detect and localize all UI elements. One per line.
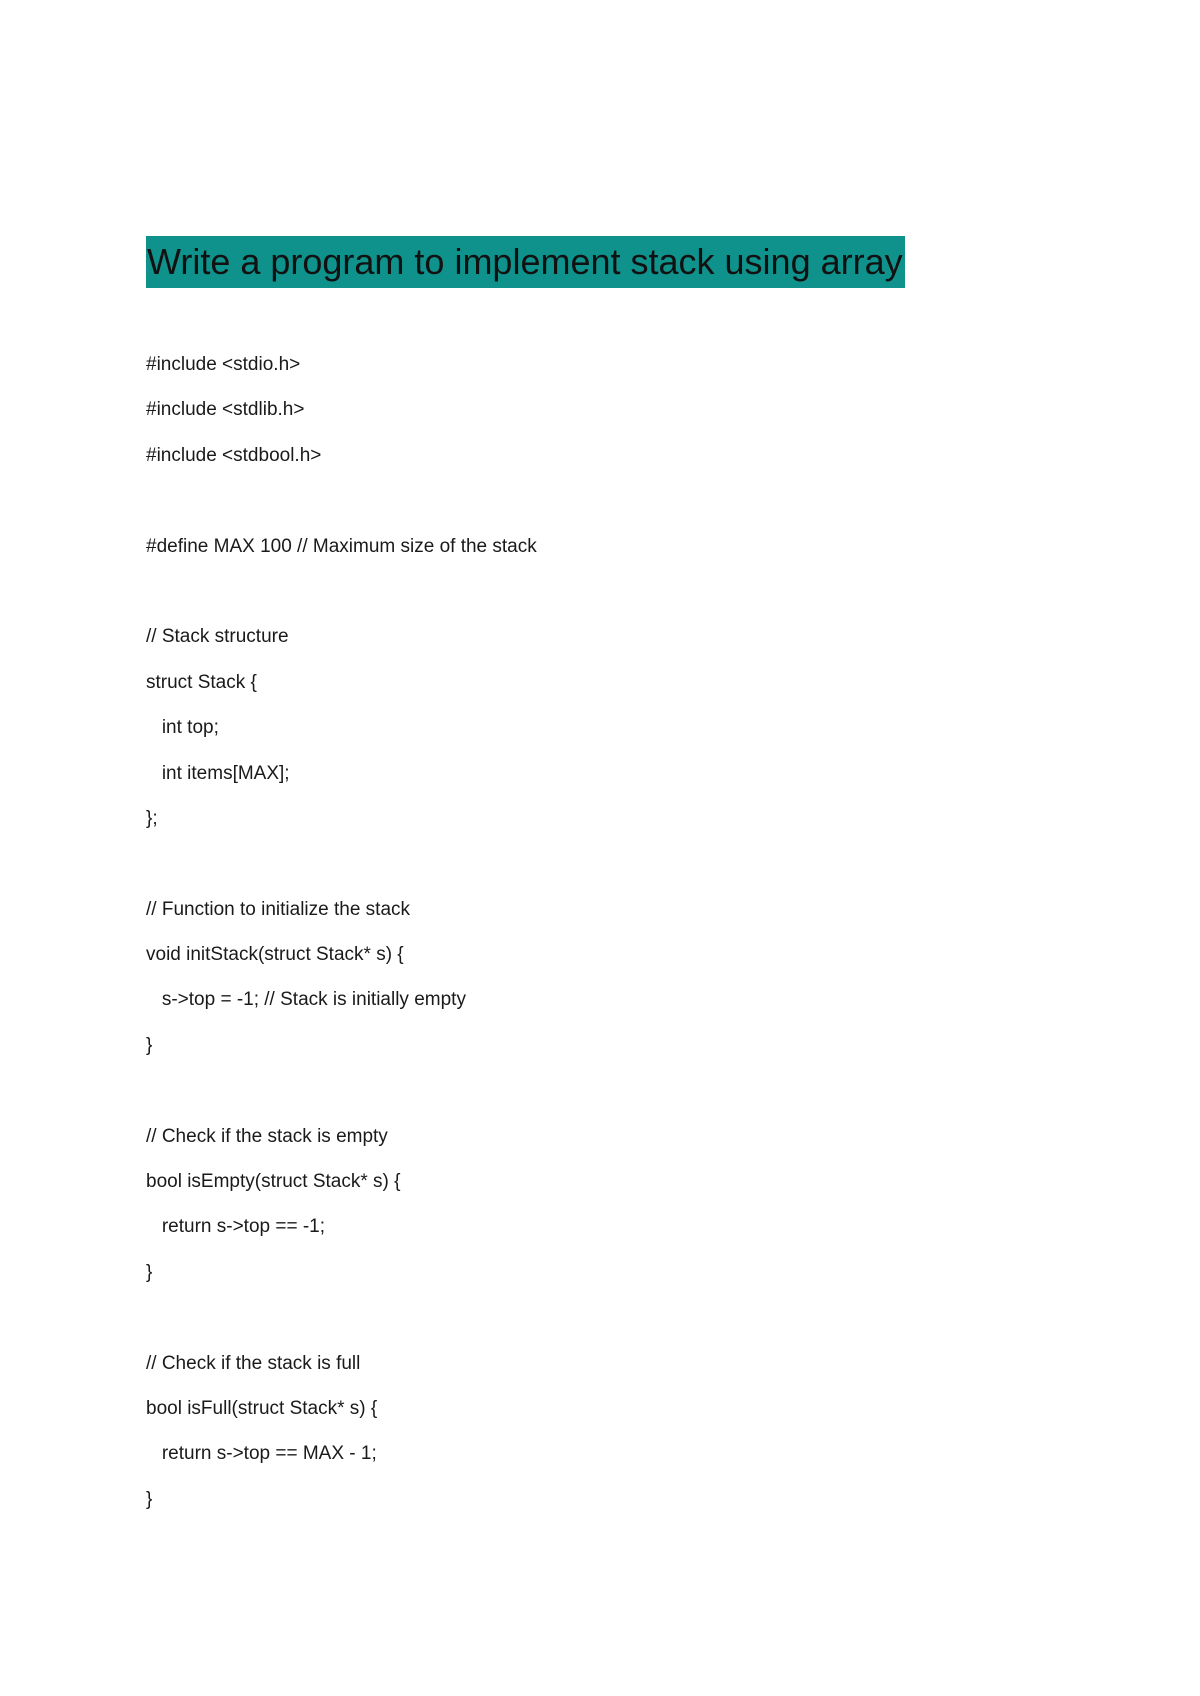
code-line: #define MAX 100 // Maximum size of the stack bbox=[146, 535, 537, 557]
blank-line bbox=[146, 488, 1146, 533]
code-comment: // Check if the stack is full bbox=[146, 1352, 361, 1374]
code-block bbox=[146, 352, 1146, 1532]
page-title: Write a program to implement stack using array bbox=[146, 236, 905, 288]
code-line: #include <stdbool.h> bbox=[146, 444, 322, 466]
code-line: #include <stdlib.h> bbox=[146, 399, 305, 421]
code-line: int items[MAX]; bbox=[146, 762, 290, 784]
code-line: return s->top == -1; bbox=[146, 1216, 326, 1238]
code-line: void initStack(struct Stack* s) { bbox=[146, 944, 404, 966]
code-line: }; bbox=[146, 807, 158, 829]
code-comment: // Check if the stack is empty bbox=[146, 1125, 388, 1147]
code-comment: // Function to initialize the stack bbox=[146, 898, 411, 920]
code-line: } bbox=[146, 1034, 153, 1056]
blank-line bbox=[146, 1078, 1146, 1123]
code-line: #include <stdio.h> bbox=[146, 354, 301, 375]
code-line: } bbox=[146, 1261, 153, 1283]
code-line: bool isEmpty(struct Stack* s) { bbox=[146, 1171, 401, 1193]
code-line: struct Stack { bbox=[146, 671, 257, 693]
blank-line bbox=[146, 1305, 1146, 1350]
code-line: s->top = -1; // Stack is initially empty bbox=[146, 989, 466, 1011]
blank-line bbox=[146, 579, 1146, 624]
code-line: int top; bbox=[146, 717, 219, 739]
code-line: } bbox=[146, 1488, 153, 1510]
code-line: return s->top == MAX - 1; bbox=[146, 1443, 377, 1465]
code-line: bool isFull(struct Stack* s) { bbox=[146, 1397, 378, 1419]
code-comment: // Stack structure bbox=[146, 626, 289, 648]
blank-line bbox=[146, 851, 1146, 896]
